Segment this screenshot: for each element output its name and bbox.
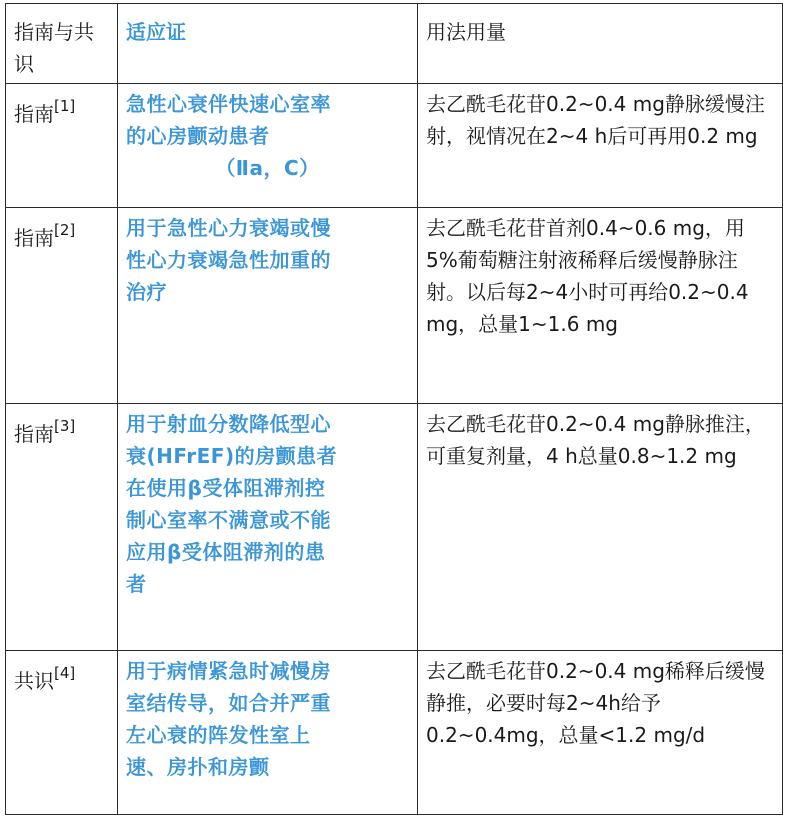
guideline-table — [5, 3, 783, 815]
indication-line: 衰(HFrEF)的房颤患者 — [126, 444, 338, 468]
dosage-cell: 去乙酰毛花苷0.2~0.4 mg稀释后缓慢静推，必要时每2~4h给予0.2~0.4mg，总量<1.2 mg/d — [418, 651, 783, 815]
reference-marker: [2] — [54, 221, 76, 239]
header-dosage: 用法用量 — [418, 4, 783, 84]
indication-line: 左心衰的阵发性室上 — [126, 723, 311, 747]
table-row — [6, 651, 783, 815]
table-row — [6, 84, 783, 208]
indication-line: 制心室率不满意或不能 — [126, 508, 331, 532]
table-header-row — [6, 4, 783, 84]
indication-cell — [118, 404, 418, 651]
indication-line: 者 — [126, 572, 147, 596]
table-row — [6, 404, 783, 651]
source-label: 指南 — [14, 102, 54, 126]
indication-line: 用于急性心力衰竭或慢 — [126, 216, 331, 240]
dosage-cell: 去乙酰毛花苷0.2~0.4 mg静脉缓慢注射，视情况在2~4 h后可再用0.2 mg — [418, 84, 783, 208]
reference-marker: [3] — [54, 417, 76, 435]
source-label: 指南 — [14, 226, 54, 250]
dosage-cell: 去乙酰毛花苷首剂0.4~0.6 mg，用5%葡萄糖注射液稀释后缓慢静脉注射。以后每2~4小时可再给0.2~0.4 mg，总量1~1.6 mg — [418, 208, 783, 404]
indication-line: 性心力衰竭急性加重的 — [126, 248, 331, 272]
indication-line: 急性心衰伴快速心室率 — [126, 92, 331, 116]
source-label: 指南 — [14, 422, 54, 446]
indication-line: （Ⅱa，C） — [215, 156, 320, 180]
indication-line: 应用β受体阻滞剂的患 — [126, 540, 326, 564]
source-cell — [6, 84, 118, 208]
indication-line: 用于病情紧急时减慢房 — [126, 659, 331, 683]
dosage-cell: 去乙酰毛花苷0.2~0.4 mg静脉推注，可重复剂量，4 h总量0.8~1.2 mg — [418, 404, 783, 651]
indication-line: 速、房扑和房颤 — [126, 755, 270, 779]
reference-marker: [1] — [54, 97, 76, 115]
table-row — [6, 208, 783, 404]
indication-cell — [118, 651, 418, 815]
indication-cell — [118, 84, 418, 208]
indication-line: 在使用β受体阻滞剂控 — [126, 476, 326, 500]
header-indication: 适应证 — [118, 4, 418, 84]
indication-line: 室结传导，如合并严重 — [126, 691, 331, 715]
indication-line: 的心房颤动患者 — [126, 124, 270, 148]
reference-marker: [4] — [54, 664, 76, 682]
source-cell — [6, 651, 118, 815]
indication-line: 治疗 — [126, 280, 167, 304]
header-source: 指南与共识 — [6, 4, 118, 84]
source-label: 共识 — [14, 669, 54, 693]
indication-line: 用于射血分数降低型心 — [126, 412, 331, 436]
source-cell — [6, 404, 118, 651]
source-cell — [6, 208, 118, 404]
indication-cell — [118, 208, 418, 404]
